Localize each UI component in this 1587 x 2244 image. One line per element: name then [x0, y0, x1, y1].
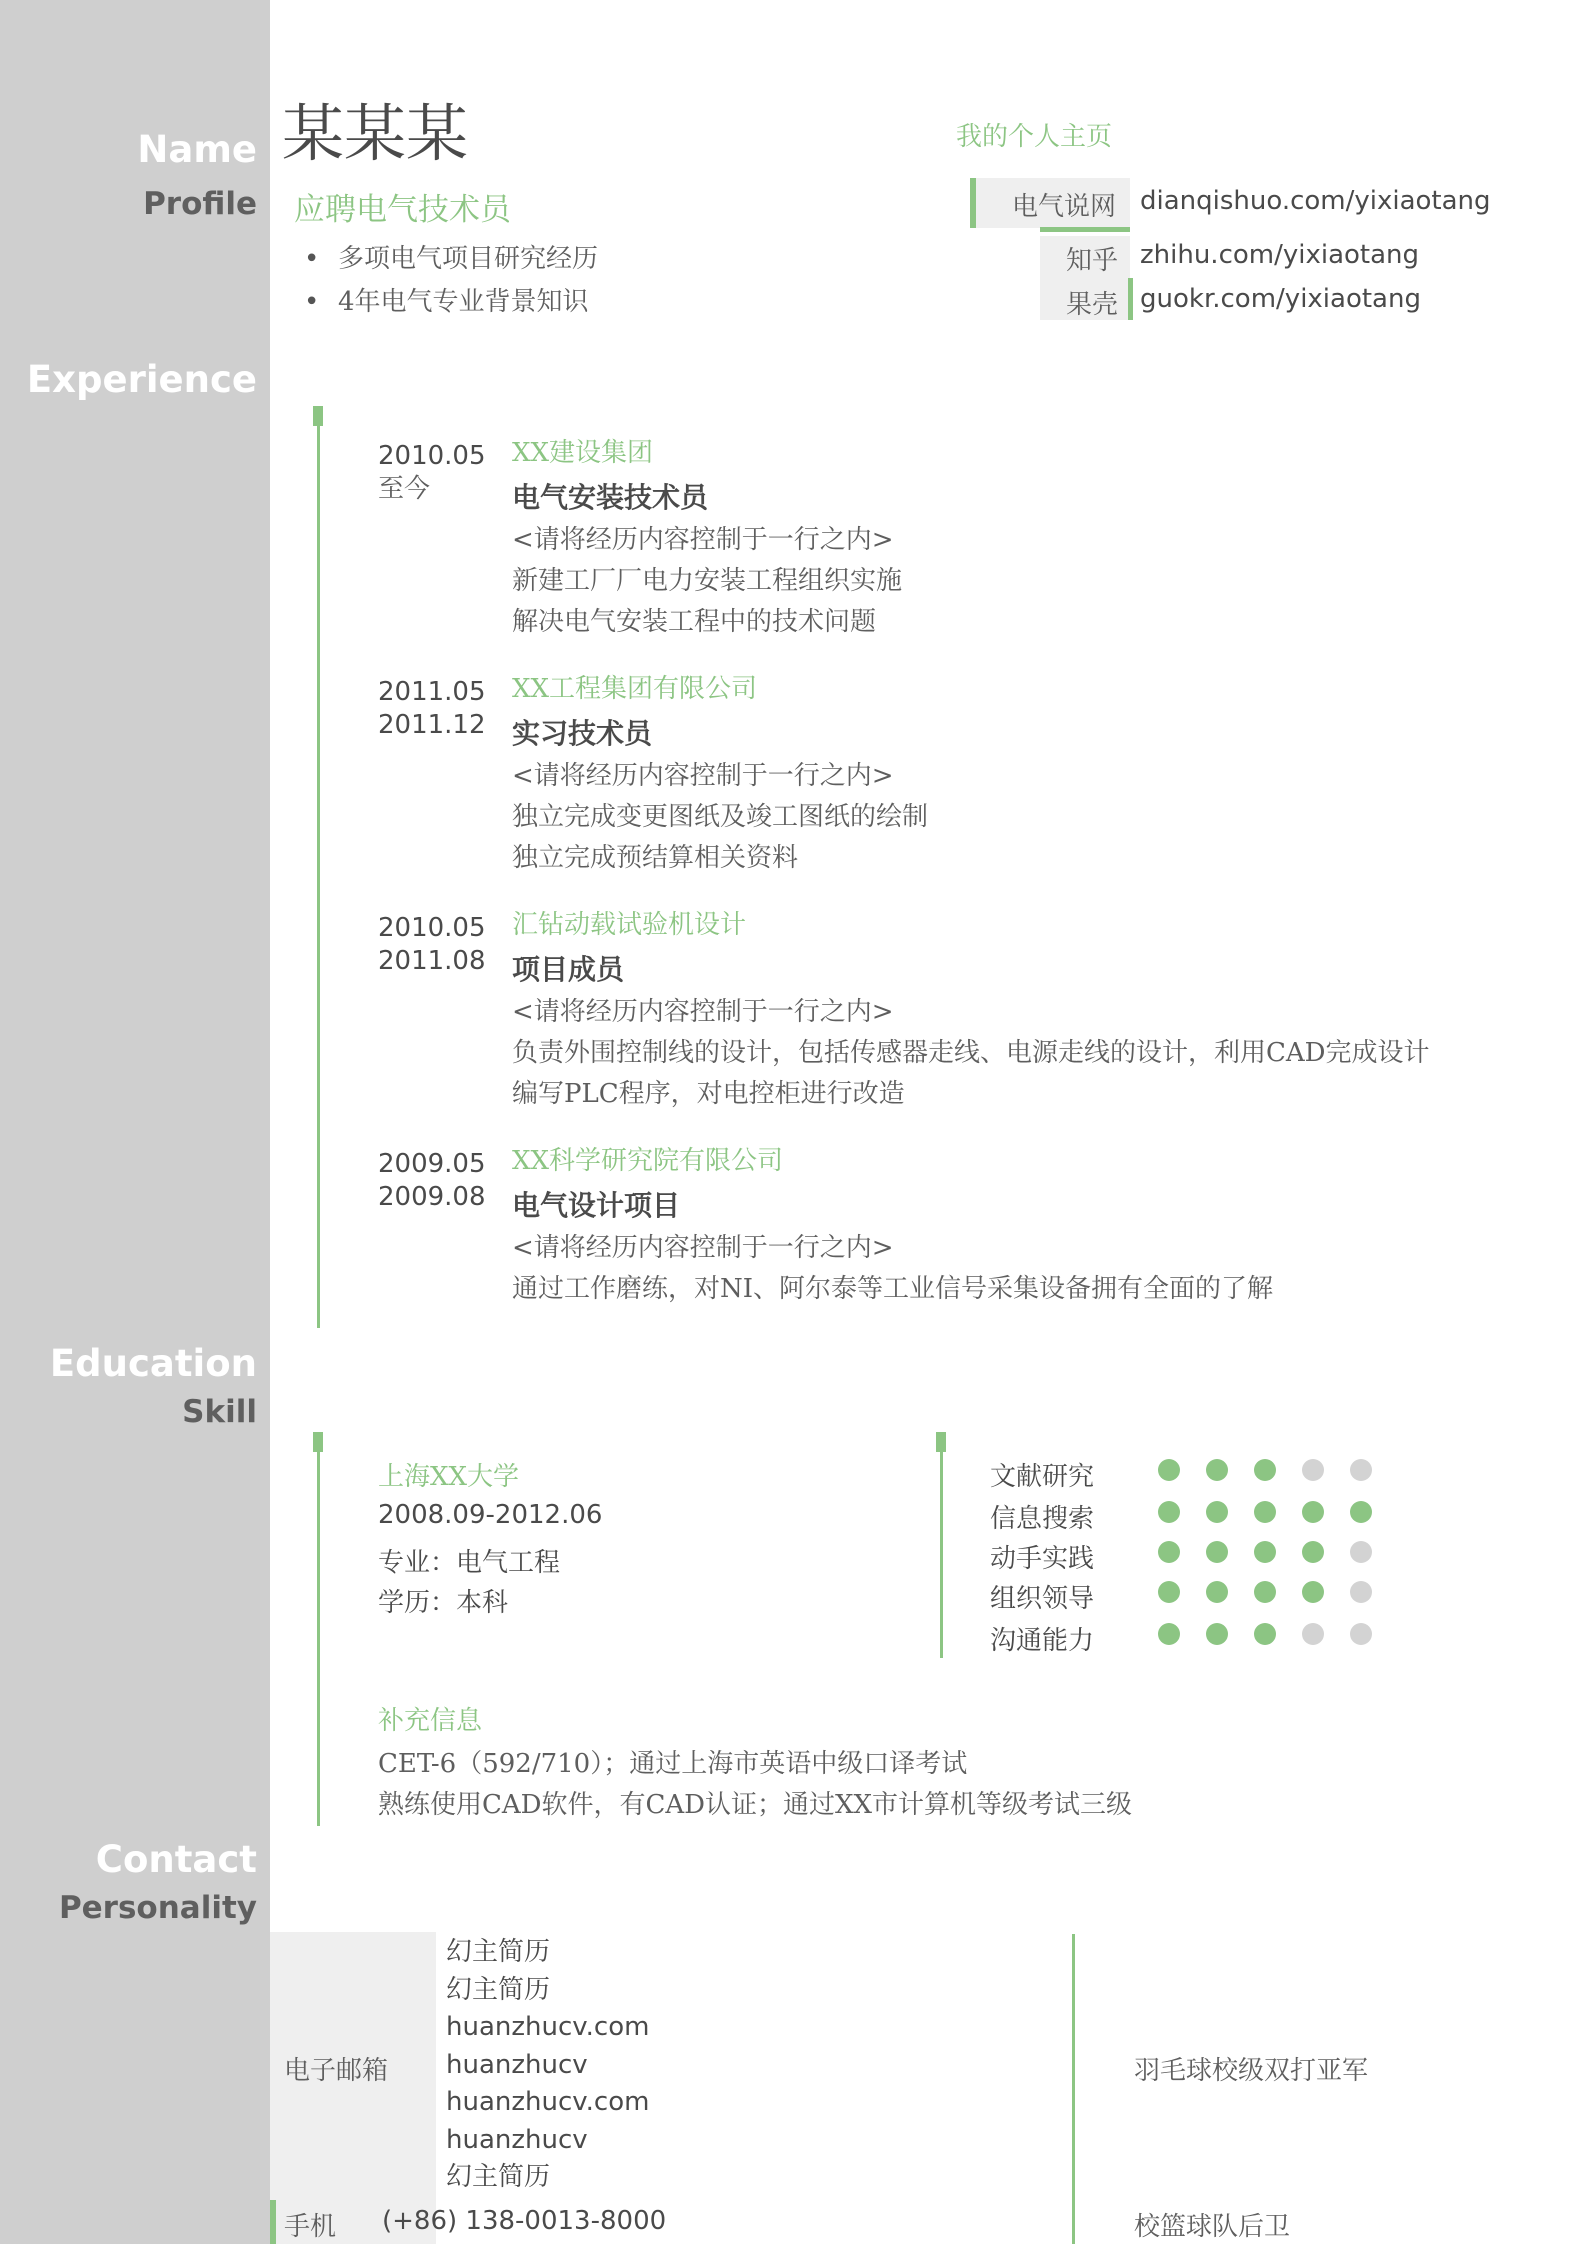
contact-label-bg: [270, 1932, 436, 2244]
skill-name: 沟通能力: [990, 1626, 1095, 1656]
exp-start: 2010.05: [378, 441, 486, 471]
exp-line: 负责外围控制线的设计，包括传感器走线、电源走线的设计，利用CAD完成设计: [512, 1038, 1430, 1068]
skill-name: 信息搜索: [990, 1504, 1095, 1534]
skill-dot-filled: [1254, 1581, 1276, 1603]
phone-label: 手机: [284, 2212, 337, 2242]
skill-dot-filled: [1206, 1459, 1228, 1481]
exp-end: 2011.08: [378, 946, 486, 976]
personality-item: 校篮球队后卫: [1134, 2212, 1291, 2242]
skill-name: 动手实践: [990, 1544, 1095, 1574]
education-degree: 学历：本科: [378, 1588, 509, 1618]
exp-org: 汇钻动载试验机设计: [512, 910, 747, 940]
exp-line: <请将经历内容控制于一行之内>: [512, 997, 894, 1027]
link-marker: [970, 178, 976, 228]
skill-dot-empty: [1302, 1623, 1324, 1645]
section-label-profile: Profile: [143, 186, 257, 222]
timeline-line: [317, 406, 320, 1328]
skill-dot-empty: [1302, 1459, 1324, 1481]
education-line: [317, 1432, 320, 1826]
highlights-list: [300, 238, 598, 324]
link-label: 果壳: [1066, 290, 1119, 320]
skill-dot-filled: [1302, 1541, 1324, 1563]
skill-line: [940, 1432, 943, 1658]
skill-dot-filled: [1206, 1501, 1228, 1523]
skill-dot-empty: [1350, 1623, 1372, 1645]
email-line: huanzhucv: [446, 2049, 588, 2080]
exp-role: 电气设计项目: [512, 1189, 681, 1222]
skill-dot-filled: [1254, 1501, 1276, 1523]
highlight-item: • 多项电气项目研究经历: [300, 238, 598, 281]
skill-dot-filled: [1254, 1541, 1276, 1563]
link-url[interactable]: zhihu.com/yixiaotang: [1140, 240, 1420, 270]
phone-value[interactable]: (+86) 138-0013-8000: [382, 2206, 667, 2236]
skill-dot-filled: [1254, 1623, 1276, 1645]
exp-org: XX科学研究院有限公司: [512, 1146, 784, 1176]
link-label: 知乎: [1066, 246, 1119, 276]
skill-dot-filled: [1206, 1541, 1228, 1563]
skill-dot-filled: [1302, 1501, 1324, 1523]
skills-list: [990, 1456, 1390, 1676]
exp-start: 2010.05: [378, 913, 486, 943]
exp-line: <请将经历内容控制于一行之内>: [512, 525, 894, 555]
exp-line: 新建工厂厂电力安装工程组织实施: [512, 566, 903, 596]
extra-line: CET-6（592/710）；通过上海市英语中级口译考试: [378, 1749, 968, 1779]
extra-title: 补充信息: [378, 1706, 483, 1736]
skill-dot-filled: [1254, 1459, 1276, 1481]
section-label-contact: Contact: [95, 1838, 257, 1881]
exp-end: 2011.12: [378, 710, 486, 740]
exp-end: 至今: [378, 474, 431, 504]
exp-line: <请将经历内容控制于一行之内>: [512, 1233, 894, 1263]
skill-dot-empty: [1350, 1541, 1372, 1563]
section-label-name: Name: [137, 128, 257, 171]
exp-role: 电气安装技术员: [512, 481, 709, 514]
link-url[interactable]: guokr.com/yixiaotang: [1140, 284, 1421, 314]
email-line: 幻主简历: [446, 1937, 551, 1967]
email-line: huanzhucv.com: [446, 2087, 650, 2117]
exp-org: XX建设集团: [512, 438, 654, 468]
section-label-experience: Experience: [26, 358, 257, 401]
section-label-education: Education: [49, 1342, 257, 1385]
exp-role: 项目成员: [512, 953, 625, 986]
section-label-skill: Skill: [182, 1394, 257, 1430]
exp-line: 解决电气安装工程中的技术问题: [512, 607, 877, 637]
exp-line: <请将经历内容控制于一行之内>: [512, 761, 894, 791]
skill-dot-filled: [1158, 1501, 1180, 1523]
skill-dot-filled: [1350, 1501, 1372, 1523]
email-line: 幻主简历: [446, 2162, 551, 2192]
exp-org: XX工程集团有限公司: [512, 674, 758, 704]
exp-line: 通过工作磨练，对NI、阿尔泰等工业信号采集设备拥有全面的了解: [512, 1274, 1274, 1304]
extra-details: [378, 1744, 1132, 1826]
skill-dot-filled: [1158, 1623, 1180, 1645]
email-line: huanzhucv.com: [446, 2012, 650, 2042]
skill-dot-filled: [1302, 1581, 1324, 1603]
education-major: 专业：电气工程: [378, 1548, 561, 1578]
skill-dot-filled: [1206, 1581, 1228, 1603]
exp-line: 编写PLC程序，对电控柜进行改造: [512, 1079, 905, 1109]
homepage-title: 我的个人主页: [956, 122, 1113, 152]
exp-start: 2011.05: [378, 677, 486, 707]
link-url[interactable]: dianqishuo.com/yixiaotang: [1140, 186, 1491, 216]
link-label: 电气说网: [1012, 192, 1117, 222]
exp-details: [512, 756, 928, 879]
exp-role: 实习技术员: [512, 717, 653, 750]
exp-details: [512, 992, 1430, 1115]
email-line: 幻主简历: [446, 1974, 551, 2005]
skill-name: 文献研究: [990, 1462, 1095, 1492]
education-period: 2008.09-2012.06: [378, 1500, 603, 1530]
job-title: 应聘电气技术员: [294, 192, 511, 228]
skill-dot-filled: [1206, 1623, 1228, 1645]
email-label: 电子邮箱: [284, 2056, 389, 2086]
skill-dot-empty: [1350, 1459, 1372, 1481]
skill-dot-filled: [1158, 1459, 1180, 1481]
skill-dot-filled: [1158, 1581, 1180, 1603]
email-line: huanzhucv: [446, 2124, 588, 2155]
personality-line: [1072, 1934, 1075, 2244]
skill-dot-empty: [1350, 1581, 1372, 1603]
email-value[interactable]: [446, 1934, 649, 2197]
skill-name: 组织领导: [990, 1584, 1095, 1614]
exp-line: 独立完成预结算相关资料: [512, 843, 799, 873]
school-name: 上海XX大学: [378, 1462, 520, 1492]
link-underline: [1040, 227, 1130, 232]
exp-start: 2009.05: [378, 1149, 486, 1179]
phone-marker: [270, 2200, 276, 2244]
personality-item: 羽毛球校级双打亚军: [1134, 2056, 1369, 2086]
exp-end: 2009.08: [378, 1182, 486, 1212]
highlight-item: • 4年电气专业背景知识: [300, 281, 598, 324]
link-marker: [1128, 278, 1133, 320]
exp-details: [512, 1228, 1273, 1310]
exp-details: [512, 520, 902, 643]
section-label-personality: Personality: [58, 1890, 257, 1926]
candidate-name: 某某某: [282, 97, 469, 170]
skill-dot-filled: [1158, 1541, 1180, 1563]
exp-line: 独立完成变更图纸及竣工图纸的绘制: [512, 802, 929, 832]
extra-line: 熟练使用CAD软件，有CAD认证；通过XX市计算机等级考试三级: [378, 1790, 1133, 1820]
